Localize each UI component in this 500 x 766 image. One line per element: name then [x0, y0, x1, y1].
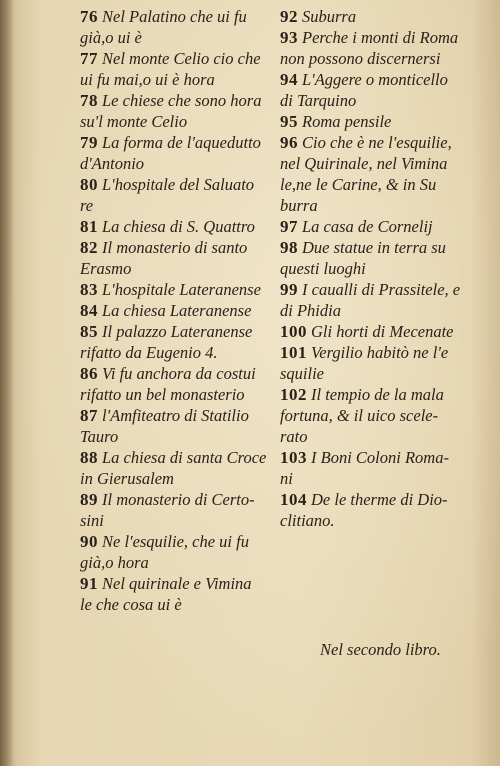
entry-first-line: [280, 384, 480, 405]
entry-number: 96: [280, 133, 298, 152]
entry-text: questi luoghi: [280, 259, 366, 278]
entry-first-line: [80, 321, 280, 342]
entry-text: Suburra: [302, 7, 357, 26]
entry-text: Roma pensile: [302, 112, 392, 131]
entry-text: le,ne le Carine, & in Su: [280, 175, 437, 194]
entry-text: Ne l'esquilie, che ui fu: [102, 532, 249, 551]
entry-first-line: [280, 489, 480, 510]
entry-text: Il palazzo Lateranense: [102, 322, 253, 341]
entry-number: 80: [80, 175, 98, 194]
entry-first-line: [280, 69, 480, 90]
index-entry: [80, 573, 280, 615]
entry-number: 100: [280, 322, 307, 341]
entry-continuation-line: [80, 195, 280, 216]
entry-number: 90: [80, 532, 98, 551]
entry-continuation-line: [80, 384, 280, 405]
entry-first-line: [80, 237, 280, 258]
entry-text: Perche i monti di Roma: [302, 28, 459, 47]
entry-text: Vergilio habitò ne l'e: [311, 343, 449, 362]
entry-first-line: [80, 216, 280, 237]
entry-continuation-line: [280, 300, 480, 321]
entry-continuation-line: [80, 552, 280, 573]
entry-text: Due statue in terra su: [302, 238, 446, 257]
entry-first-line: [80, 90, 280, 111]
entry-text: La chiesa Lateranense: [102, 301, 252, 320]
index-entry: [80, 405, 280, 447]
entry-text: d'Antonio: [80, 154, 145, 173]
index-entry: [280, 111, 480, 132]
entry-number: 82: [80, 238, 98, 257]
entry-text: De le therme di Dio-: [311, 490, 448, 509]
entry-continuation-line: [80, 258, 280, 279]
entry-number: 91: [80, 574, 98, 593]
entry-continuation-line: [280, 174, 480, 195]
entry-number: 101: [280, 343, 307, 362]
entry-text: l'Amfiteatro di Statilio: [102, 406, 249, 425]
entry-first-line: [280, 342, 480, 363]
entry-first-line: [280, 132, 480, 153]
entry-continuation-line: [280, 48, 480, 69]
entry-text: L'Aggere o monticello: [302, 70, 448, 89]
entry-text: rifatto da Eugenio 4.: [80, 343, 218, 362]
entry-text: le che cosa ui è: [80, 595, 182, 614]
entry-continuation-line: [280, 405, 480, 426]
entry-number: 89: [80, 490, 98, 509]
entry-number: 104: [280, 490, 307, 509]
index-entry: [80, 279, 280, 300]
index-entry: [80, 489, 280, 531]
entry-number: 97: [280, 217, 298, 236]
entry-continuation-line: [280, 153, 480, 174]
entry-first-line: [280, 111, 480, 132]
entry-first-line: [80, 573, 280, 594]
entry-number: 99: [280, 280, 298, 299]
left-column: [80, 6, 280, 615]
index-entry: [80, 447, 280, 489]
index-entry: [280, 216, 480, 237]
entry-continuation-line: [80, 426, 280, 447]
entry-text: rato: [280, 427, 308, 446]
entry-continuation-line: [280, 90, 480, 111]
entry-text: già,o hora: [80, 553, 149, 572]
entry-number: 78: [80, 91, 98, 110]
entry-text: re: [80, 196, 94, 215]
entry-text: Nel quirinale e Vimina: [102, 574, 252, 593]
entry-first-line: [80, 48, 280, 69]
entry-number: 77: [80, 49, 98, 68]
entry-continuation-line: [80, 594, 280, 615]
footer-note: Nel secondo libro.: [320, 640, 441, 659]
index-entry: [280, 342, 480, 384]
index-entry: [80, 363, 280, 405]
index-entry: [280, 279, 480, 321]
entry-text: di Tarquino: [280, 91, 357, 110]
entry-text: Erasmo: [80, 259, 132, 278]
entry-first-line: [280, 237, 480, 258]
entry-first-line: [80, 489, 280, 510]
entry-text: di Phidia: [280, 301, 341, 320]
index-entry: [280, 489, 480, 531]
entry-text: squilie: [280, 364, 324, 383]
index-entry: [280, 6, 480, 27]
entry-number: 94: [280, 70, 298, 89]
index-entry: [280, 69, 480, 111]
entry-number: 88: [80, 448, 98, 467]
entry-text: Il tempio de la mala: [311, 385, 444, 404]
entry-number: 93: [280, 28, 298, 47]
right-column: [280, 6, 480, 531]
entry-text: non possono discernersi: [280, 49, 441, 68]
entry-text: rifatto un bel monasterio: [80, 385, 245, 404]
entry-number: 87: [80, 406, 98, 425]
entry-continuation-line: [80, 111, 280, 132]
entry-first-line: [280, 321, 480, 342]
index-entry: [80, 174, 280, 216]
entry-text: già,o ui è: [80, 28, 142, 47]
entry-text: Nel monte Celio cio che: [102, 49, 261, 68]
entry-continuation-line: [280, 195, 480, 216]
entry-number: 92: [280, 7, 298, 26]
index-entry: [280, 447, 480, 489]
entry-continuation-line: [80, 153, 280, 174]
entry-text: La casa de Cornelij: [302, 217, 433, 236]
entry-text: Tauro: [80, 427, 119, 446]
entry-text: La forma de l'aquedutto: [102, 133, 261, 152]
entry-text: Vi fu anchora da costui: [102, 364, 256, 383]
index-entry: [80, 321, 280, 363]
entry-text: Il monasterio di Certo-: [102, 490, 255, 509]
entry-first-line: [80, 174, 280, 195]
entry-number: 103: [280, 448, 307, 467]
entry-number: 86: [80, 364, 98, 383]
index-entry: [280, 384, 480, 447]
index-entry: [280, 27, 480, 69]
entry-number: 98: [280, 238, 298, 257]
entry-text: Cio che è ne l'esquilie,: [302, 133, 452, 152]
entry-first-line: [80, 363, 280, 384]
entry-text: L'hospitale del Saluato: [102, 175, 255, 194]
entry-text: burra: [280, 196, 318, 215]
entry-text: Le chiese che sono hora: [102, 91, 262, 110]
entry-first-line: [280, 216, 480, 237]
entry-continuation-line: [80, 69, 280, 90]
entry-continuation-line: [280, 426, 480, 447]
entry-text: La chiesa di santa Croce: [102, 448, 267, 467]
entry-text: nel Quirinale, nel Vimina: [280, 154, 448, 173]
entry-text: Gli horti di Mecenate: [311, 322, 454, 341]
index-entry: [280, 237, 480, 279]
entry-number: 85: [80, 322, 98, 341]
page-gutter-shadow: [0, 0, 14, 766]
entry-first-line: [80, 6, 280, 27]
entry-text: sini: [80, 511, 104, 530]
entry-number: 102: [280, 385, 307, 404]
entry-text: su'l monte Celio: [80, 112, 188, 131]
entry-first-line: [80, 132, 280, 153]
entry-continuation-line: [80, 27, 280, 48]
entry-continuation-line: [280, 258, 480, 279]
entry-text: Nel Palatino che ui fu: [102, 7, 247, 26]
entry-number: 84: [80, 301, 98, 320]
index-entry: [80, 48, 280, 90]
entry-text: in Gierusalem: [80, 469, 174, 488]
entry-continuation-line: [280, 468, 480, 489]
index-entry: [80, 6, 280, 48]
index-entry: [80, 300, 280, 321]
entry-continuation-line: [280, 510, 480, 531]
index-entry: [80, 216, 280, 237]
entry-number: 79: [80, 133, 98, 152]
index-entry: [280, 132, 480, 216]
entry-first-line: [280, 279, 480, 300]
index-entry: [80, 132, 280, 174]
index-entry: [80, 90, 280, 132]
entry-first-line: [80, 531, 280, 552]
entry-text: L'hospitale Lateranense: [102, 280, 261, 299]
entry-first-line: [80, 300, 280, 321]
entry-text: I caualli di Prassitele, e: [302, 280, 461, 299]
entry-number: 83: [80, 280, 98, 299]
index-entry: [80, 531, 280, 573]
entry-text: La chiesa di S. Quattro: [102, 217, 255, 236]
index-entry: [280, 321, 480, 342]
entry-text: ui fu mai,o ui è hora: [80, 70, 215, 89]
index-entry: [80, 237, 280, 279]
entry-continuation-line: [80, 468, 280, 489]
entry-text: I Boni Coloni Roma-: [311, 448, 449, 467]
entry-text: clitiano.: [280, 511, 335, 530]
entry-first-line: [280, 6, 480, 27]
entry-number: 76: [80, 7, 98, 26]
entry-number: 95: [280, 112, 298, 131]
entry-continuation-line: [80, 342, 280, 363]
entry-text: fortuna, & il uico scele-: [280, 406, 439, 425]
entry-first-line: [280, 27, 480, 48]
entry-first-line: [80, 279, 280, 300]
entry-text: ni: [280, 469, 293, 488]
entry-text: Il monasterio di santo: [102, 238, 248, 257]
entry-first-line: [80, 405, 280, 426]
entry-continuation-line: [80, 510, 280, 531]
entry-first-line: [280, 447, 480, 468]
entry-number: 81: [80, 217, 98, 236]
entry-continuation-line: [280, 363, 480, 384]
entry-first-line: [80, 447, 280, 468]
